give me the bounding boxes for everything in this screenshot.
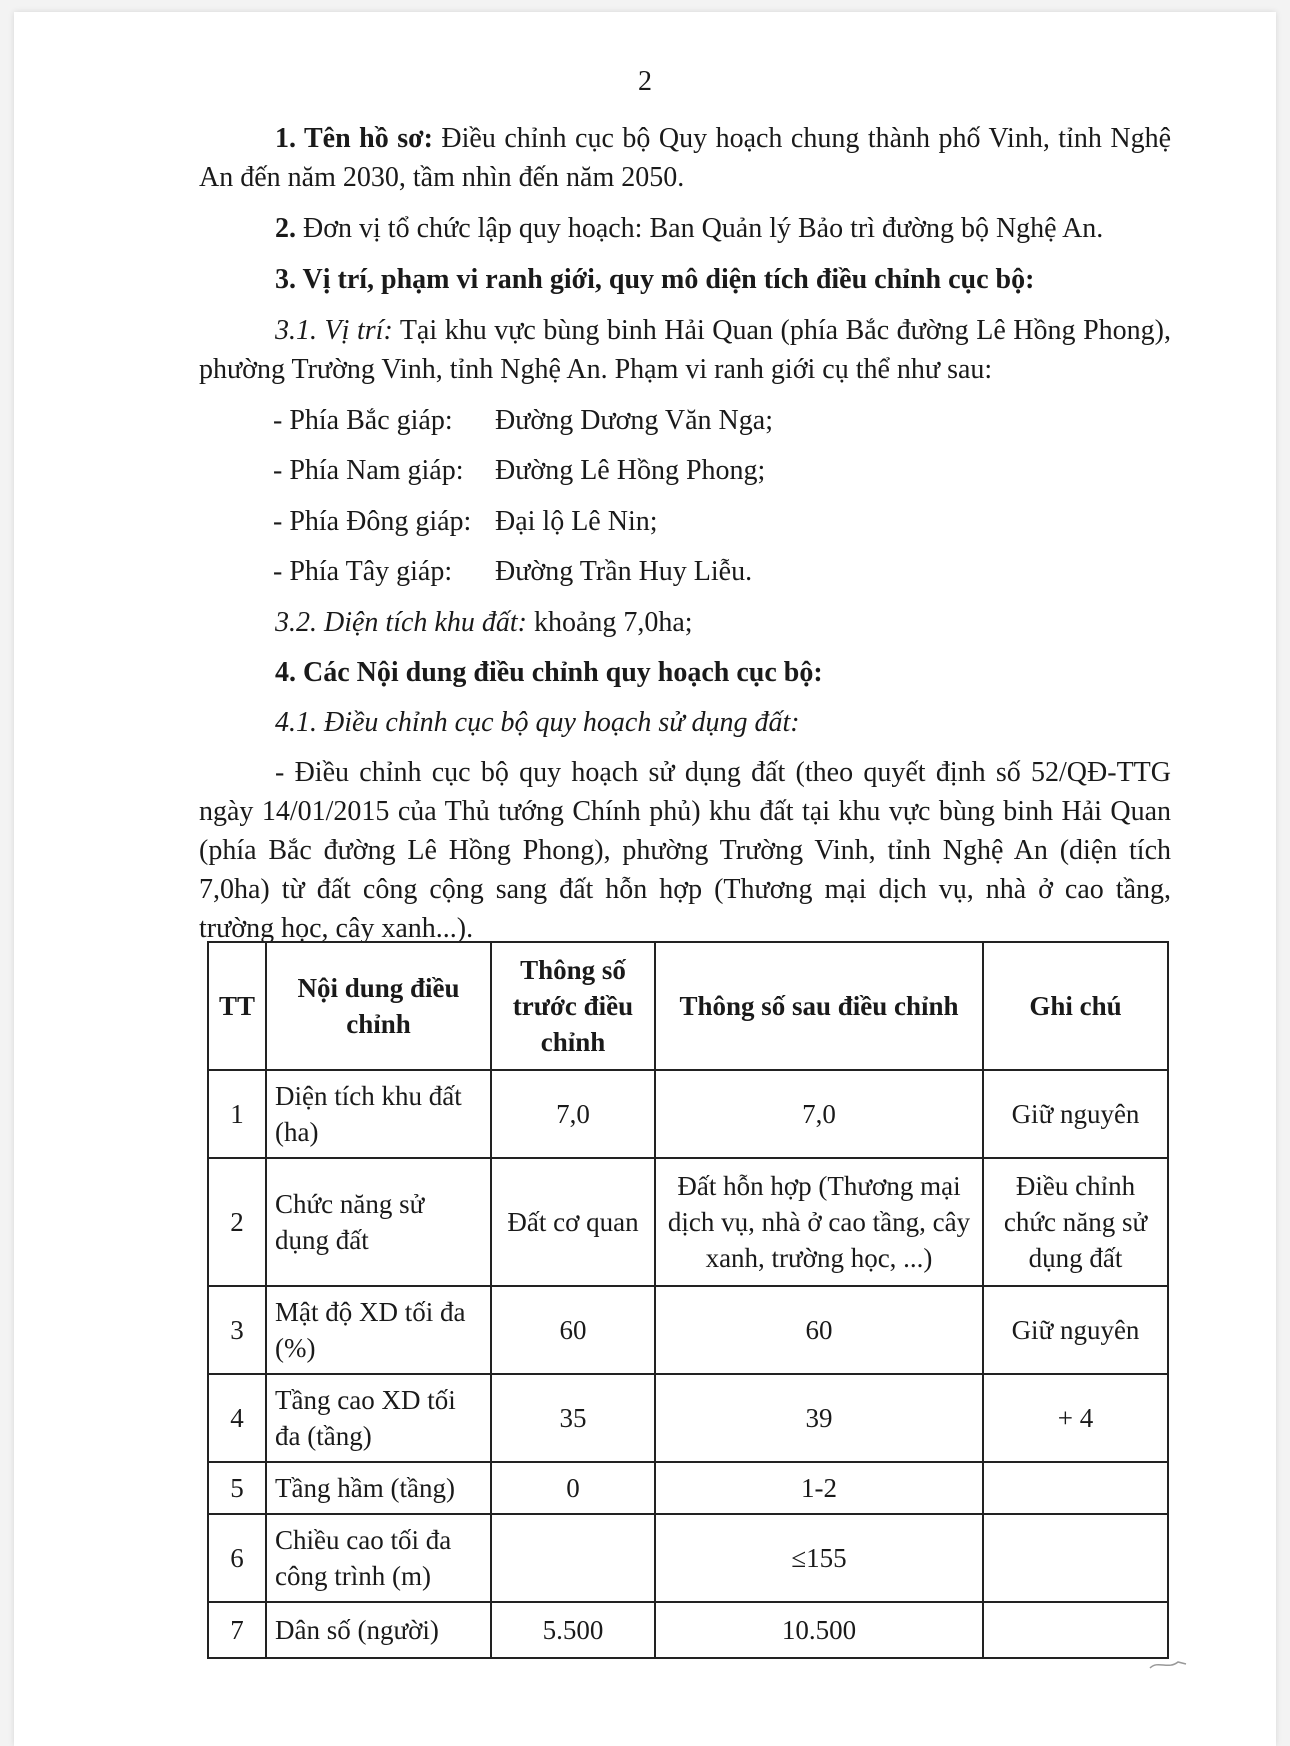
header-cell: Thông số sau điều chỉnh: [655, 942, 983, 1070]
table-cell: Dân số (người): [266, 1602, 491, 1658]
table-cell: 7,0: [655, 1070, 983, 1158]
section-2-text: Đơn vị tổ chức lập quy hoạch: Ban Quản lý Bảo trì đường bộ Nghệ An.: [296, 213, 1104, 244]
boundary-north: [273, 401, 773, 440]
table-cell: Chức năng sử dụng đất: [266, 1158, 491, 1286]
section-2-paragraph: [275, 209, 1103, 248]
section-3-heading: 3. Vị trí, phạm vi ranh giới, quy mô diện tích điều chỉnh cục bộ:: [275, 264, 1035, 295]
boundary-value: Đường Dương Văn Nga;: [495, 405, 773, 436]
table-cell: Tầng cao XD tối đa (tầng): [266, 1374, 491, 1462]
section-4-1-heading: 4.1. Điều chỉnh cục bộ quy hoạch sử dụng đất:: [275, 707, 800, 738]
table-cell: ≤155: [655, 1514, 983, 1602]
ink-mark: [1148, 1654, 1188, 1674]
boundary-value: Đường Lê Hồng Phong;: [495, 455, 766, 486]
table-cell: 5.500: [491, 1602, 655, 1658]
table-cell: Mật độ XD tối đa (%): [266, 1286, 491, 1374]
boundary-value: Đại lộ Lê Nin;: [495, 506, 658, 537]
table-row: [208, 1286, 1168, 1374]
boundary-label: - Phía Nam giáp:: [273, 455, 464, 486]
header-cell: Nội dung điều chỉnh: [266, 942, 491, 1070]
table-row: [208, 1514, 1168, 1602]
section-3-1-text: Tại khu vực bùng binh Hải Quan (phía Bắc đường Lê Hồng Phong), phường Trường Vinh, tỉnh Nghệ An. Phạm vi ranh giới cụ thể như sau:: [199, 315, 1171, 385]
table-cell: Diện tích khu đất (ha): [266, 1070, 491, 1158]
table-cell: 6: [208, 1514, 266, 1602]
header-cell: TT: [208, 942, 266, 1070]
table-cell: 10.500: [655, 1602, 983, 1658]
page-number: 2: [638, 66, 652, 97]
section-4-1-paragraph: - Điều chỉnh cục bộ quy hoạch sử dụng đất (theo quyết định số 52/QĐ-TTG ngày 14/01/2015 của Thủ tướng Chính phủ) khu đất tại khu vực bùng binh Hải Quan (phía Bắc đường Lê Hồng Phong), phường Trường Vinh, tỉnh Nghệ An (diện tích 7,0ha) từ đất công cộng sang đất hỗn hợp (Thương mại dịch vụ, nhà ở cao tầng, trường học, cây xanh...).: [199, 757, 1171, 944]
table-cell: 7: [208, 1602, 266, 1658]
boundary-south: [273, 451, 765, 490]
header-cell: Thông số trước điều chỉnh: [491, 942, 655, 1070]
table-cell: [491, 1514, 655, 1602]
table-cell: [983, 1514, 1168, 1602]
table-row: [208, 1070, 1168, 1158]
table-cell: Giữ nguyên: [983, 1286, 1168, 1374]
adjustment-table: [207, 941, 1169, 1659]
section-3-2-label: 3.2. Diện tích khu đất:: [275, 607, 527, 638]
boundary-label: - Phía Tây giáp:: [273, 556, 453, 587]
table-row: [208, 1602, 1168, 1658]
boundary-label: - Phía Bắc giáp:: [273, 405, 453, 436]
section-4-heading: 4. Các Nội dung điều chỉnh quy hoạch cục bộ:: [275, 657, 823, 688]
table-cell: 3: [208, 1286, 266, 1374]
table-cell: 5: [208, 1462, 266, 1514]
boundary-label: - Phía Đông giáp:: [273, 506, 472, 537]
table-cell: Chiều cao tối đa công trình (m): [266, 1514, 491, 1602]
table-cell: 60: [491, 1286, 655, 1374]
boundary-value: Đường Trần Huy Liễu.: [495, 556, 753, 587]
table-row: [208, 1462, 1168, 1514]
table-cell: 60: [655, 1286, 983, 1374]
table-cell: Đất cơ quan: [491, 1158, 655, 1286]
table-cell: Đất hỗn hợp (Thương mại dịch vụ, nhà ở cao tầng, cây xanh, trường học, ...): [655, 1158, 983, 1286]
table-cell: 35: [491, 1374, 655, 1462]
table-cell: 4: [208, 1374, 266, 1462]
table-cell: 0: [491, 1462, 655, 1514]
table-cell: 2: [208, 1158, 266, 1286]
table-row: [208, 1374, 1168, 1462]
section-1-label: 1. Tên hồ sơ:: [275, 123, 433, 154]
table-cell: Giữ nguyên: [983, 1070, 1168, 1158]
table-header-row: [208, 942, 1168, 1070]
header-cell: Ghi chú: [983, 942, 1168, 1070]
section-3-2-paragraph: [275, 603, 693, 642]
table-cell: Tầng hầm (tầng): [266, 1462, 491, 1514]
boundary-east: [273, 502, 658, 541]
table-cell: 7,0: [491, 1070, 655, 1158]
table-cell: + 4: [983, 1374, 1168, 1462]
table-row: [208, 1158, 1168, 1286]
section-3-1-label: 3.1. Vị trí:: [275, 315, 393, 346]
table-cell: 39: [655, 1374, 983, 1462]
section-1-text: Điều chỉnh cục bộ Quy hoạch chung thành phố Vinh, tỉnh Nghệ An đến năm 2030, tầm nhìn đến năm 2050.: [199, 123, 1171, 193]
table-cell: Điều chỉnh chức năng sử dụng đất: [983, 1158, 1168, 1286]
table-cell: [983, 1462, 1168, 1514]
boundary-west: [273, 552, 752, 591]
table-cell: [983, 1602, 1168, 1658]
table-cell: 1: [208, 1070, 266, 1158]
section-3-2-text: khoảng 7,0ha;: [526, 607, 693, 638]
section-1-paragraph: [199, 119, 1171, 197]
section-3-1-paragraph: [199, 311, 1171, 389]
table-cell: 1-2: [655, 1462, 983, 1514]
section-2-label: 2.: [275, 213, 296, 244]
